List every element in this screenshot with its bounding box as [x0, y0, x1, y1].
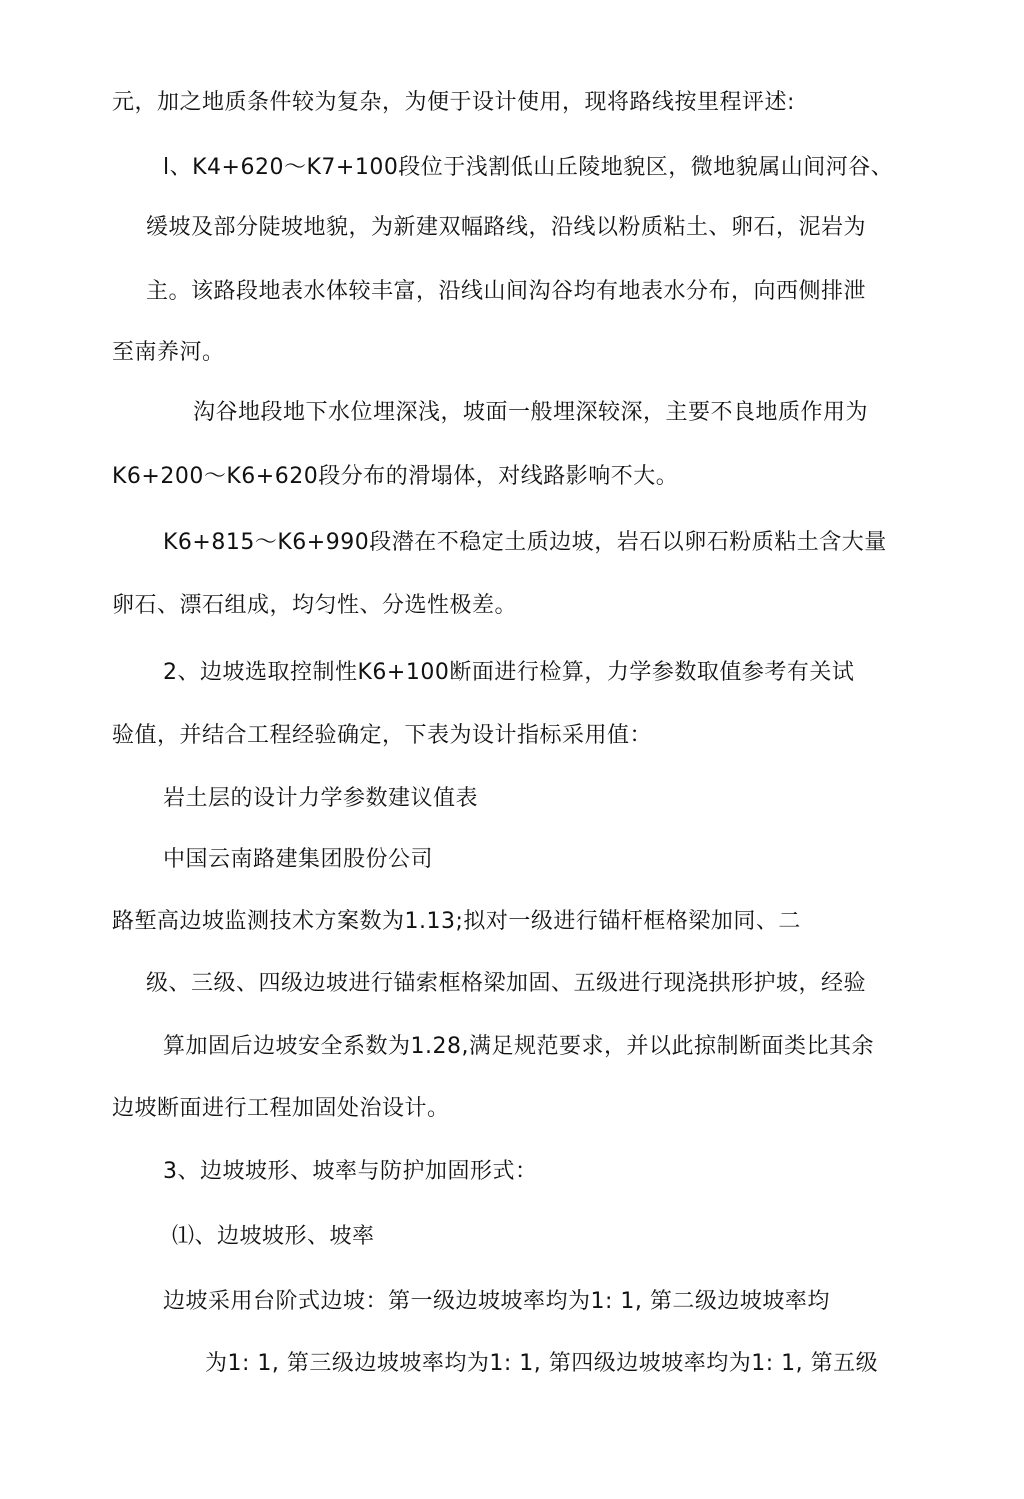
paragraph-line: 为1: 1, 第三级边坡坡率均为1: 1, 第四级边坡坡率均为1: 1, 第五级 [205, 1351, 879, 1376]
paragraph-line: 元，加之地质条件较为复杂，为便于设计使用，现将路线按里程评述: [112, 90, 795, 115]
paragraph-line: 主。该路段地表水体较丰富，沿线山间沟谷均有地表水分布，向西侧排泄 [146, 279, 867, 304]
company-name: 中国云南路建集团股份公司 [163, 847, 434, 872]
section-heading: 3、边坡坡形、坡率与防护加固形式： [163, 1159, 538, 1184]
table-caption: 岩土层的设计力学参数建议值表 [163, 786, 479, 811]
paragraph-line: 缓坡及部分陡坡地貌，为新建双幅路线，沿线以粉质粘土、卵石，泥岩为 [146, 215, 867, 240]
paragraph-line: 2、边坡选取控制性K6+100断面进行检算，力学参数取值参考有关试 [163, 660, 855, 685]
paragraph-line: 验值，并结合工程经验确定，下表为设计指标采用值： [112, 723, 653, 748]
paragraph-line: K6+815～K6+990段潜在不稳定土质边坡，岩石以卵石粉质粘土含大量 [163, 530, 887, 555]
paragraph-line: K6+200～K6+620段分布的滑塌体，对线路影响不大。 [112, 464, 679, 489]
subsection-heading: ⑴、边坡坡形、坡率 [172, 1224, 375, 1249]
paragraph-line: 沟谷地段地下水位埋深浅，坡面一般埋深较深，主要不良地质作用为 [193, 400, 869, 425]
paragraph-line: 算加固后边坡安全系数为1.28,满足规范要求，并以此掠制断面类比其余 [163, 1034, 874, 1059]
paragraph-line: 路堑高边坡监测技术方案数为1.13;拟对一级进行锚杆框格梁加同、二 [112, 909, 801, 934]
paragraph-line: 卵石、漂石组成，均匀性、分选性极差。 [112, 593, 518, 618]
paragraph-line: 边坡采用台阶式边坡：第一级边坡坡率均为1: 1, 第二级边坡坡率均 [163, 1289, 830, 1314]
paragraph-line: 边坡断面进行工程加固处治设计。 [112, 1096, 450, 1121]
paragraph-line: 至南养河。 [112, 340, 225, 365]
paragraph-line: l、K4+620～K7+100段位于浅割低山丘陵地貌区，微地貌属山间河谷、 [163, 155, 894, 180]
paragraph-line: 级、三级、四级边坡进行锚索框格梁加固、五级进行现浇拱形护坡，经验 [146, 971, 867, 996]
